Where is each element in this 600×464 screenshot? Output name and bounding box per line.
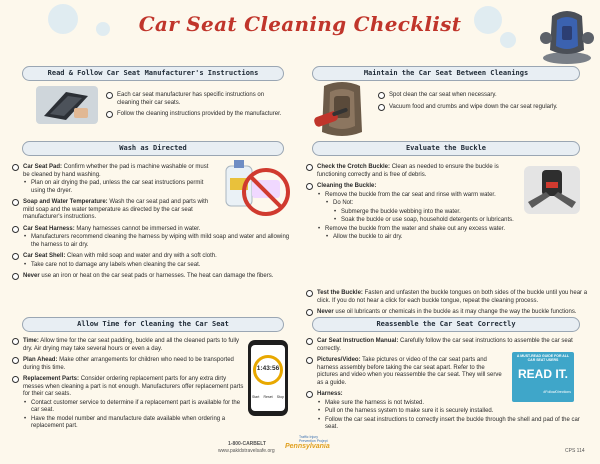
buckle-list-lower xyxy=(306,290,588,321)
list-item xyxy=(106,111,282,119)
section-header-manufacturer: Read & Follow Car Seat Manufacturer's Instructions xyxy=(22,66,284,81)
item-text: Vacuum food and crumbs and wipe down the car seat regularly. xyxy=(389,103,558,110)
item-label: Plan Ahead: xyxy=(23,357,58,363)
sub-item: • Contact customer service to determine if a replacement part is available for the car seat. xyxy=(23,400,244,415)
list-item xyxy=(306,357,506,387)
item-label: Check the Crotch Buckle: xyxy=(317,164,391,170)
item-label: Cleaning the Buckle: xyxy=(317,183,377,189)
item-label: Harness: xyxy=(317,391,343,397)
sub-item: • Pull on the harness system to make sure it is securely installed. xyxy=(317,408,582,416)
item-label: Car Seat Pad: xyxy=(23,164,63,170)
sub-item: • Have the model number and manufacture date available when ordering a replacement part. xyxy=(23,416,244,431)
item-text: Many harnesses cannot be immersed in water. xyxy=(74,225,201,232)
manual-illustration xyxy=(36,86,98,124)
list-item xyxy=(12,164,212,195)
vacuum-car-seat-illustration xyxy=(312,80,374,142)
sub-item: • Make sure the harness is not twisted. xyxy=(317,400,582,408)
sub-item: • Remove the buckle from the car seat and rinse with warm water. xyxy=(317,192,518,200)
checkbox[interactable] xyxy=(306,309,313,316)
car-seat-illustration xyxy=(538,6,596,66)
wash-list xyxy=(12,164,290,285)
footer-website[interactable]: www.pakidstravelsafe.org xyxy=(218,448,275,454)
item-text: Fasten and unfasten the buckle tongues on both sides of the buckle until you hear a click. If you do not hear a click for each buckle tongue, repeat the cleaning process. xyxy=(317,290,588,304)
timer-stop-button[interactable]: Stop xyxy=(276,395,284,399)
timer-reset-button[interactable]: Reset xyxy=(263,395,273,399)
sub-item: • Submerge the buckle webbing into the water. xyxy=(317,209,518,217)
section-header-maintain: Maintain the Car Seat Between Cleanings xyxy=(312,66,580,81)
checkbox[interactable] xyxy=(306,164,313,171)
list-item xyxy=(306,309,588,317)
checkbox[interactable] xyxy=(378,104,385,111)
booklet-tag: #FollowDirections xyxy=(543,389,571,394)
item-label: Test the Buckle: xyxy=(317,290,363,296)
sub-item: • Allow the buckle to air dry. xyxy=(317,234,518,242)
list-item xyxy=(12,376,244,431)
page-title: Car Seat Cleaning Checklist xyxy=(138,12,462,36)
item-text: Wash the car seat pad and parts with mild soap and the water temperature as directed by the car seat manufacturer's instructions. xyxy=(23,199,209,220)
item-text: Clean with mild soap and water and dry with a soft cloth. xyxy=(65,253,217,259)
booklet-title: READ IT. xyxy=(517,366,568,381)
sub-item: • Take care not to damage any labels when cleaning the car seat. xyxy=(23,262,296,270)
section-header-reassemble: Reassemble the Car Seat Correctly xyxy=(312,317,580,332)
section-header-time: Allow Time for Cleaning the Car Seat xyxy=(22,317,284,332)
checkbox[interactable] xyxy=(306,338,313,345)
document-code: CPS 114 xyxy=(565,448,585,454)
item-text: use an iron or heat on the car seat pads or harnesses. The heat can damage the fibers. xyxy=(39,273,274,279)
checkbox[interactable] xyxy=(12,357,19,364)
item-label: Replacement Parts: xyxy=(23,376,80,382)
sub-item: • Follow the car seat instructions to correctly insert the buckle through the shell and pad of the car seat. xyxy=(317,417,582,432)
checkbox[interactable] xyxy=(306,183,313,190)
list-item xyxy=(306,164,518,179)
manufacturer-list xyxy=(106,92,282,123)
checkbox[interactable] xyxy=(12,226,19,233)
item-label: Never xyxy=(23,273,40,279)
logo-line-2: Prevention Project xyxy=(299,438,328,443)
item-label: Car Seat Harness: xyxy=(23,225,75,232)
item-text: Take pictures or video of the car seat parts and harness assembly before taking the car seat apart. Refer to the pictures and video when you reassemble the car seat. They will serve as a guide. xyxy=(317,357,502,386)
list-item xyxy=(306,183,518,242)
buckle-list xyxy=(306,164,518,246)
list-item xyxy=(12,357,244,372)
checkbox[interactable] xyxy=(378,92,385,99)
checkbox[interactable] xyxy=(306,357,313,364)
item-text: Follow the cleaning instructions provided by the manufacturer. xyxy=(117,111,282,117)
checkbox[interactable] xyxy=(106,92,113,99)
list-item xyxy=(12,338,244,353)
sub-item: • Soak the buckle or use soap, household detergents or lubricants. xyxy=(317,217,518,225)
item-label: Never xyxy=(317,309,334,315)
sub-item: • Plan on air drying the pad, unless the car seat instructions permit using the dryer. xyxy=(23,180,212,195)
timer-readout: 1:43:56 xyxy=(256,365,280,372)
list-item xyxy=(12,226,296,250)
item-text: Consider ordering replacement parts for any extra dirty messes when cleaning a part is not enough. Manufacturers offer replacement parts for their car seats. xyxy=(23,376,244,397)
checkbox[interactable] xyxy=(12,273,19,280)
item-label: Car Seat Instruction Manual: xyxy=(317,338,399,344)
checkbox[interactable] xyxy=(12,164,19,171)
phone-timer xyxy=(248,340,288,416)
checkbox[interactable] xyxy=(12,199,19,206)
item-text: Spot clean the car seat when necessary. xyxy=(389,92,497,98)
no-bleach-illustration xyxy=(222,158,292,220)
list-item xyxy=(306,290,588,305)
timer-start-button[interactable]: Start xyxy=(252,395,260,399)
item-label: Soap and Water Temperature: xyxy=(23,199,108,205)
logo-line-1: Traffic Injury xyxy=(299,435,319,439)
section-header-wash: Wash as Directed xyxy=(22,141,284,156)
trip-logo xyxy=(285,436,345,458)
footer-phone: 1-800-CARBELT xyxy=(228,441,266,447)
item-label: Pictures/Video: xyxy=(317,357,361,363)
checkbox[interactable] xyxy=(12,338,19,345)
buckle-illustration xyxy=(520,162,584,218)
phone-screen xyxy=(251,345,285,411)
checkbox[interactable] xyxy=(12,253,19,260)
item-text: Each car seat manufacturer has specific instructions on cleaning their car seats. xyxy=(117,92,265,106)
booklet-subtitle: A MUST-READ GUIDE FOR ALL CAR SEAT USERS xyxy=(516,354,570,362)
item-text: use oil lubricants or chemicals in the buckle as it may change the way the buckle functions. xyxy=(333,309,577,315)
item-text: Carefully follow the car seat instructions to assemble the car seat correctly. xyxy=(317,338,573,352)
checkbox[interactable] xyxy=(306,290,313,297)
list-item xyxy=(12,253,296,269)
list-item xyxy=(106,92,282,107)
checkbox[interactable] xyxy=(12,376,19,383)
item-text: Confirm whether the pad is machine washable or must be cleaned by hand washing. xyxy=(23,164,209,178)
item-text: Clean as needed to ensure the buckle is functioning correctly and is free of debris. xyxy=(317,164,499,178)
timer-controls xyxy=(252,395,284,399)
sub-item: • Do Not: xyxy=(317,200,518,208)
time-list xyxy=(12,338,244,435)
read-it-booklet xyxy=(512,352,574,402)
sub-item: • Manufacturers recommend cleaning the harness by wiping with mild soap and water and allowing the harness to air dry. xyxy=(23,234,296,249)
list-item xyxy=(378,104,578,112)
list-item xyxy=(306,338,582,353)
item-text: Make other arrangements for children who need to be transported during this time. xyxy=(23,357,234,371)
checkbox[interactable] xyxy=(306,391,313,398)
sub-item: • Remove the buckle from the water and shake out any excess water. xyxy=(317,226,587,234)
section-header-buckle: Evaluate the Buckle xyxy=(312,141,580,156)
list-item xyxy=(378,92,578,100)
item-text: Allow time for the car seat padding, buckle and all the cleaned parts to fully dry. Air drying may take several hours or even a day. xyxy=(23,338,240,352)
item-label: Time: xyxy=(23,338,39,344)
item-label: Car Seat Shell: xyxy=(23,253,66,259)
checkbox[interactable] xyxy=(106,111,113,118)
list-item xyxy=(12,273,296,281)
logo-brand: Pennsylvania xyxy=(285,443,330,450)
maintain-list xyxy=(378,92,578,115)
list-item xyxy=(12,199,212,222)
